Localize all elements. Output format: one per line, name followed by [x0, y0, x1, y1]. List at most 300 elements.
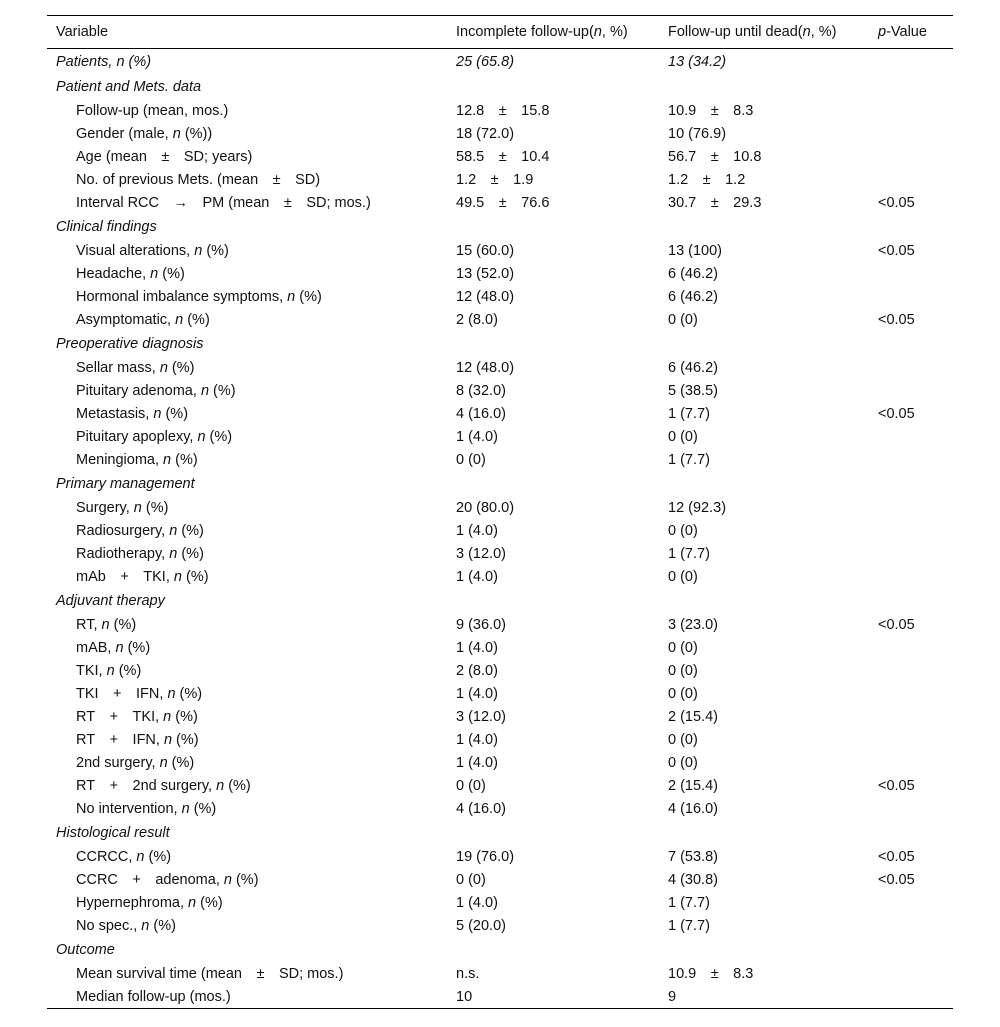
section-row [47, 471, 953, 496]
pvalue-cell [869, 425, 953, 448]
pvalue-cell [869, 914, 953, 937]
section-row [47, 49, 953, 75]
variable-suffix: (%) [114, 662, 142, 679]
variable-label: Surgery, [76, 499, 134, 516]
header-variable-label: Variable [56, 24, 109, 40]
dead-cell: 0 (0) [668, 311, 698, 328]
pvalue-cell [869, 751, 953, 774]
variable-suffix: (%) [167, 754, 195, 771]
header-pct: , %) [810, 24, 837, 40]
variable-cell [47, 402, 447, 425]
incomplete-cell: 1 (4.0) [456, 639, 498, 656]
pvalue-cell [869, 168, 953, 191]
pvalue-cell [869, 74, 953, 99]
pvalue-cell [869, 542, 953, 565]
incomplete-cell: 1 (4.0) [456, 568, 498, 585]
dead-cell: 7 (53.8) [668, 848, 718, 865]
variable-suffix: (%) [158, 265, 185, 282]
n-symbol: n [172, 125, 181, 142]
n-symbol: n [163, 708, 172, 725]
variable-cell [47, 845, 447, 868]
variable-suffix: (%) [181, 568, 209, 585]
variable-cell [47, 168, 447, 191]
section-row [47, 588, 953, 613]
variable-label: Patients, n (%) [56, 53, 152, 70]
variable-label: Median follow-up (mos.) [76, 988, 231, 1005]
variable-label: Preoperative diagnosis [56, 335, 204, 352]
n-symbol: n [150, 265, 159, 282]
pvalue-cell: <0.05 [878, 405, 915, 422]
table-row [47, 168, 953, 191]
variable-label: CCRC + adenoma, [76, 871, 224, 888]
variable-cell [47, 331, 447, 356]
table-row [47, 797, 953, 820]
table-row [47, 122, 953, 145]
variable-suffix: (%) [202, 242, 229, 259]
table-row [47, 262, 953, 285]
table-row [47, 402, 953, 425]
incomplete-cell: 1 (4.0) [456, 731, 498, 748]
dead-cell: 2 (15.4) [668, 708, 718, 725]
variable-suffix: (%) [171, 451, 198, 468]
table-body [47, 49, 953, 1009]
variable-label: mAB, [76, 639, 116, 656]
variable-label: Visual alterations, [76, 242, 195, 259]
incomplete-cell: 1 (4.0) [456, 428, 498, 445]
variable-label: Clinical findings [56, 218, 157, 235]
dead-cell: 10.9 ± 8.3 [668, 965, 754, 982]
table-row [47, 99, 953, 122]
variable-label: Histological result [56, 824, 170, 841]
variable-label: Sellar mass, [76, 359, 160, 376]
variable-cell [47, 542, 447, 565]
n-symbol: n [106, 662, 115, 679]
pvalue-cell [869, 891, 953, 914]
n-symbol: n [194, 242, 203, 259]
incomplete-cell: 1 (4.0) [456, 894, 498, 911]
incomplete-cell: n.s. [456, 965, 480, 982]
dead-cell: 30.7 ± 29.3 [668, 194, 762, 211]
dead-cell: 1.2 ± 1.2 [668, 171, 746, 188]
variable-cell [47, 214, 447, 239]
variable-label: TKI + IFN, [76, 685, 168, 702]
pvalue-cell [869, 285, 953, 308]
variable-suffix: (%) [196, 894, 223, 911]
table-row [47, 659, 953, 682]
section-row [47, 74, 953, 99]
incomplete-cell: 4 (16.0) [456, 405, 506, 422]
variable-cell [47, 728, 447, 751]
variable-label: No. of previous Mets. (mean ± SD) [76, 171, 321, 188]
pvalue-cell [869, 636, 953, 659]
n-symbol: n [115, 639, 124, 656]
variable-suffix: (%) [141, 499, 169, 516]
incomplete-cell: 19 (76.0) [456, 848, 515, 865]
dead-cell: 0 (0) [668, 568, 698, 585]
incomplete-cell [447, 820, 659, 845]
variable-cell [47, 379, 447, 402]
dead-cell: 0 (0) [668, 754, 698, 771]
table-row [47, 496, 953, 519]
variable-cell [47, 99, 447, 122]
variable-cell [47, 425, 447, 448]
variable-label: Adjuvant therapy [56, 592, 165, 609]
section-row [47, 820, 953, 845]
variable-cell [47, 519, 447, 542]
variable-cell [47, 682, 447, 705]
pvalue-cell [869, 659, 953, 682]
dead-cell: 0 (0) [668, 731, 698, 748]
pvalue-cell [869, 356, 953, 379]
section-row [47, 331, 953, 356]
incomplete-cell: 1 (4.0) [456, 522, 498, 539]
n-symbol: n [141, 917, 150, 934]
n-symbol: n [188, 894, 197, 911]
table-row [47, 379, 953, 402]
pvalue-cell [869, 519, 953, 542]
variable-suffix: (%) [171, 708, 198, 725]
header-incomplete [447, 16, 659, 49]
dead-cell [659, 471, 869, 496]
variable-suffix: (%) [109, 616, 137, 633]
n-symbol: n [181, 800, 190, 817]
dead-cell [659, 331, 869, 356]
table-row [47, 239, 953, 262]
variable-label: Headache, [76, 265, 151, 282]
table-row [47, 356, 953, 379]
table-row [47, 682, 953, 705]
table-row [47, 845, 953, 868]
dead-cell: 5 (38.5) [668, 382, 718, 399]
pvalue-cell [869, 797, 953, 820]
pvalue-cell [869, 471, 953, 496]
n-symbol: n [200, 382, 210, 399]
header-n: n [593, 24, 602, 40]
pvalue-cell [869, 331, 953, 356]
dead-cell: 10.9 ± 8.3 [668, 102, 754, 119]
incomplete-cell: 1 (4.0) [456, 754, 498, 771]
table-row [47, 542, 953, 565]
table-row [47, 308, 953, 331]
pvalue-cell [869, 122, 953, 145]
variable-suffix: (%) [209, 382, 236, 399]
variable-label: Hormonal imbalance symptoms, [76, 288, 288, 305]
table-row [47, 891, 953, 914]
variable-label: No intervention, [76, 800, 182, 817]
variable-cell [47, 659, 447, 682]
variable-cell [47, 962, 447, 985]
n-symbol: n [216, 777, 225, 794]
dead-cell: 1 (7.7) [668, 894, 710, 911]
variable-cell [47, 751, 447, 774]
pvalue-cell [869, 565, 953, 588]
variable-label: Radiotherapy, [76, 545, 170, 562]
table-row [47, 962, 953, 985]
pvalue-cell [869, 262, 953, 285]
dead-cell: 0 (0) [668, 685, 698, 702]
n-symbol: n [163, 731, 173, 748]
incomplete-cell: 2 (8.0) [456, 311, 498, 328]
n-symbol: n [159, 754, 168, 771]
dead-cell: 1 (7.7) [668, 451, 710, 468]
variable-label: RT + TKI, [76, 708, 164, 725]
incomplete-cell: 13 (52.0) [456, 265, 515, 282]
incomplete-cell: 49.5 ± 76.6 [456, 194, 550, 211]
table-row [47, 914, 953, 937]
incomplete-cell: 0 (0) [456, 451, 486, 468]
variable-label: Primary management [56, 475, 195, 492]
table-row [47, 565, 953, 588]
pvalue-cell: <0.05 [878, 777, 915, 794]
variable-cell [47, 448, 447, 471]
dead-cell: 6 (46.2) [668, 359, 718, 376]
incomplete-cell: 1.2 ± 1.9 [456, 171, 534, 188]
pvalue-cell [869, 496, 953, 519]
variable-label: Mean survival time (mean ± SD; mos.) [76, 965, 344, 982]
pvalue-cell: <0.05 [878, 311, 915, 328]
dead-cell: 0 (0) [668, 639, 698, 656]
pvalue-cell: <0.05 [878, 848, 915, 865]
variable-label: RT, [76, 616, 102, 633]
n-symbol: n [169, 522, 178, 539]
table-row [47, 448, 953, 471]
variable-cell [47, 914, 447, 937]
variable-cell [47, 565, 447, 588]
variable-suffix: (%) [295, 288, 322, 305]
variable-suffix: (%) [144, 848, 172, 865]
incomplete-cell: 12.8 ± 15.8 [456, 102, 550, 119]
variable-label: mAb + TKI, [76, 568, 174, 585]
pvalue-cell [869, 937, 953, 962]
variable-cell [47, 285, 447, 308]
pvalue-cell: <0.05 [878, 194, 915, 211]
n-symbol: n [173, 568, 182, 585]
incomplete-cell: 25 (65.8) [456, 53, 515, 70]
dead-cell: 10 (76.9) [668, 125, 727, 142]
incomplete-cell [447, 471, 659, 496]
dead-cell [659, 937, 869, 962]
variable-cell [47, 122, 447, 145]
variable-suffix: (%) [161, 405, 189, 422]
incomplete-cell [447, 74, 659, 99]
variable-label: TKI, [76, 662, 107, 679]
header-pct: , %) [601, 24, 628, 40]
table-row [47, 191, 953, 214]
dead-cell: 13 (100) [668, 242, 723, 259]
variable-cell [47, 705, 447, 728]
variable-label: 2nd surgery, [76, 754, 160, 771]
variable-suffix: (%) [177, 545, 204, 562]
n-symbol: n [197, 428, 206, 445]
incomplete-cell: 8 (32.0) [456, 382, 506, 399]
variable-label: Hypernephroma, [76, 894, 189, 911]
section-row [47, 214, 953, 239]
header-variable [47, 16, 447, 49]
incomplete-cell: 1 (4.0) [456, 685, 498, 702]
variable-suffix: (%)) [180, 125, 213, 142]
incomplete-cell: 3 (12.0) [456, 545, 506, 562]
incomplete-cell: 0 (0) [456, 871, 486, 888]
dead-cell: 12 (92.3) [668, 499, 727, 516]
incomplete-cell: 12 (48.0) [456, 359, 515, 376]
incomplete-cell: 5 (20.0) [456, 917, 506, 934]
n-symbol: n [287, 288, 296, 305]
dead-cell [659, 588, 869, 613]
variable-cell [47, 74, 447, 99]
variable-label: Asymptomatic, [76, 311, 176, 328]
variable-cell [47, 891, 447, 914]
variable-suffix: (%) [149, 917, 176, 934]
variable-label: RT + 2nd surgery, [76, 777, 217, 794]
dead-cell: 1 (7.7) [668, 545, 710, 562]
variable-cell [47, 588, 447, 613]
data-table [47, 15, 953, 1009]
section-row [47, 937, 953, 962]
pvalue-cell [869, 214, 953, 239]
pvalue-cell [869, 448, 953, 471]
table-row [47, 613, 953, 636]
incomplete-cell: 18 (72.0) [456, 125, 515, 142]
header-incomplete-label: Incomplete follow-up( [456, 24, 594, 40]
dead-cell: 1 (7.7) [668, 405, 710, 422]
table-row [47, 705, 953, 728]
table-row [47, 868, 953, 891]
variable-suffix: (%) [123, 639, 151, 656]
variable-label: Metastasis, [76, 405, 154, 422]
variable-suffix: (%) [224, 777, 251, 794]
pvalue-cell [869, 379, 953, 402]
variable-cell [47, 496, 447, 519]
variable-cell [47, 868, 447, 891]
variable-suffix: (%) [231, 871, 259, 888]
dead-cell [659, 214, 869, 239]
incomplete-cell: 12 (48.0) [456, 288, 515, 305]
variable-suffix: (%) [167, 359, 195, 376]
table-row [47, 519, 953, 542]
dead-cell: 6 (46.2) [668, 288, 718, 305]
table-row [47, 145, 953, 168]
variable-label: RT + IFN, [76, 731, 164, 748]
incomplete-cell: 15 (60.0) [456, 242, 515, 259]
variable-label: Outcome [56, 941, 115, 958]
incomplete-cell: 4 (16.0) [456, 800, 506, 817]
table-row [47, 985, 953, 1009]
variable-cell [47, 636, 447, 659]
n-symbol: n [159, 359, 168, 376]
variable-suffix: (%) [172, 731, 199, 748]
pvalue-cell: <0.05 [878, 871, 915, 888]
n-symbol: n [175, 311, 184, 328]
incomplete-cell [447, 588, 659, 613]
variable-cell [47, 937, 447, 962]
variable-cell [47, 820, 447, 845]
variable-label: Meningioma, [76, 451, 164, 468]
variable-cell [47, 308, 447, 331]
variable-label: Follow-up (mean, mos.) [76, 102, 229, 119]
variable-suffix: (%) [183, 311, 210, 328]
dead-cell: 2 (15.4) [668, 777, 718, 794]
incomplete-cell: 0 (0) [456, 777, 486, 794]
dead-cell: 9 [668, 988, 677, 1005]
variable-cell [47, 49, 447, 75]
variable-cell [47, 774, 447, 797]
pvalue-cell [869, 705, 953, 728]
pvalue-cell [869, 820, 953, 845]
table-row [47, 285, 953, 308]
dead-cell: 0 (0) [668, 428, 698, 445]
header-n: n [802, 24, 811, 40]
incomplete-cell: 9 (36.0) [456, 616, 506, 633]
incomplete-cell: 20 (80.0) [456, 499, 515, 516]
pvalue-cell [869, 682, 953, 705]
dead-cell: 56.7 ± 10.8 [668, 148, 762, 165]
header-dead [659, 16, 869, 49]
incomplete-cell [447, 937, 659, 962]
pvalue-cell [869, 962, 953, 985]
incomplete-cell: 2 (8.0) [456, 662, 498, 679]
variable-label: Radiosurgery, [76, 522, 170, 539]
table-header [47, 16, 953, 49]
incomplete-cell: 10 [456, 988, 473, 1005]
dead-cell: 0 (0) [668, 522, 698, 539]
header-dead-label: Follow-up until dead( [668, 24, 803, 40]
variable-cell [47, 239, 447, 262]
n-symbol: n [223, 871, 232, 888]
incomplete-cell [447, 214, 659, 239]
variable-suffix: (%) [177, 522, 204, 539]
pvalue-cell [869, 588, 953, 613]
pvalue-cell [869, 728, 953, 751]
dead-cell: 6 (46.2) [668, 265, 718, 282]
pvalue-cell: <0.05 [878, 242, 915, 259]
pvalue-cell [869, 985, 953, 1009]
variable-suffix: (%) [189, 800, 217, 817]
variable-label: Age (mean ± SD; years) [76, 148, 253, 165]
header-row [47, 16, 953, 49]
variable-cell [47, 797, 447, 820]
variable-label: Interval RCC → PM (mean ± SD; mos.) [76, 194, 371, 211]
variable-cell [47, 191, 447, 214]
variable-label: Gender (male, [76, 125, 173, 142]
variable-cell [47, 262, 447, 285]
variable-suffix: (%) [175, 685, 203, 702]
pvalue-cell [869, 99, 953, 122]
table-row [47, 728, 953, 751]
variable-cell [47, 613, 447, 636]
pvalue-cell [869, 145, 953, 168]
incomplete-cell: 3 (12.0) [456, 708, 506, 725]
variable-label: Patient and Mets. data [56, 78, 202, 95]
variable-cell [47, 145, 447, 168]
header-pvalue [869, 16, 953, 49]
variable-label: CCRCC, [76, 848, 137, 865]
table-row [47, 425, 953, 448]
variable-cell [47, 356, 447, 379]
variable-suffix: (%) [205, 428, 233, 445]
n-symbol: n [101, 616, 110, 633]
dead-cell: 3 (23.0) [668, 616, 718, 633]
header-value: -Value [886, 24, 927, 40]
n-symbol: n [153, 405, 162, 422]
pvalue-cell [869, 49, 953, 75]
dead-cell: 0 (0) [668, 662, 698, 679]
variable-label: Pituitary adenoma, [76, 382, 201, 399]
variable-cell [47, 471, 447, 496]
table-row [47, 774, 953, 797]
table-row [47, 751, 953, 774]
n-symbol: n [136, 848, 145, 865]
dead-cell [659, 74, 869, 99]
